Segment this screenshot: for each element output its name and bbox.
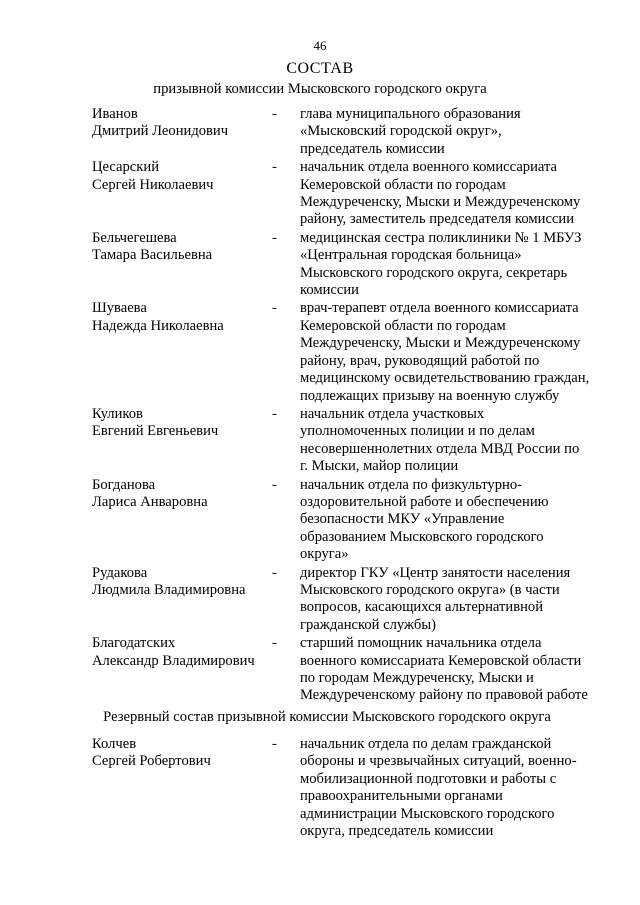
member-given-names: Сергей Робертович <box>92 753 211 770</box>
member-given-names: Людмила Владимировна <box>92 581 246 598</box>
member-entry <box>92 159 612 229</box>
member-surname: Благодатских <box>92 635 176 652</box>
member-surname: Цесарский <box>92 159 159 176</box>
member-entry <box>92 565 612 635</box>
member-given-names: Сергей Николаевич <box>92 176 214 193</box>
member-role-line: врач-терапевт отдела военного комиссариата <box>300 300 579 317</box>
member-entry <box>92 106 612 158</box>
member-role-line: медицинская сестра поликлиники № 1 МБУЗ <box>300 229 582 246</box>
member-given-names: Дмитрий Леонидович <box>92 123 229 140</box>
member-role <box>300 230 616 300</box>
member-role <box>300 565 616 635</box>
member-dash: - <box>272 564 277 581</box>
member-dash: - <box>272 300 277 317</box>
member-role-line: Междуреченску, Мыски и Междуреченскому <box>300 335 581 352</box>
member-role-line: вопросов, касающихся альтернативной <box>300 599 544 616</box>
member-name <box>92 230 270 300</box>
member-role-line: округа» <box>300 546 349 563</box>
member-role <box>300 477 616 564</box>
member-role-line: району, врач, руководящий работой по <box>300 352 540 369</box>
member-dash: - <box>272 106 277 122</box>
member-given-names: Надежда Николаевна <box>92 317 224 334</box>
member-role-line: председатель комиссии <box>300 140 445 157</box>
member-entry <box>92 477 612 564</box>
member-name <box>92 635 270 705</box>
member-role-line: администрации Мысковского городского <box>300 805 555 822</box>
member-role-line: начальник отдела участковых <box>300 405 485 422</box>
member-role-line: несовершеннолетних отдела МВД России по <box>300 440 580 457</box>
member-surname: Шуваева <box>92 300 147 317</box>
member-surname: Колчев <box>92 736 137 752</box>
member-role-line: обороны и чрезвычайных ситуаций, военно- <box>300 753 577 770</box>
member-surname: Иванов <box>92 106 138 122</box>
member-role-line: старший помощник начальника отдела <box>300 635 542 652</box>
member-surname: Богданова <box>92 476 156 493</box>
member-role-line: «Центральная городская больница» <box>300 247 522 264</box>
member-name <box>92 565 270 635</box>
member-dash: - <box>272 229 277 246</box>
member-role-line: Мысковского городского округа, секретарь <box>300 264 568 281</box>
member-dash: - <box>272 476 277 493</box>
member-name <box>92 300 270 404</box>
member-role-line: подлежащих призыву на военную службу <box>300 387 560 404</box>
document-title: СОСТАВ <box>286 60 354 77</box>
reserve-member-list <box>92 736 612 840</box>
member-given-names: Александр Владимирович <box>92 652 255 669</box>
member-role-line: району, заместитель председателя комиссии <box>300 211 575 228</box>
member-given-names: Лариса Анваровна <box>92 493 208 510</box>
member-role-line: комиссии <box>300 282 359 299</box>
member-given-names: Евгений Евгеньевич <box>92 423 219 440</box>
member-role-line: Междуреченскому району по правовой работе <box>300 687 588 704</box>
member-name <box>92 106 270 158</box>
member-role <box>300 736 616 840</box>
member-role-line: начальник отдела военного комиссариата <box>300 159 558 176</box>
document-subtitle: призывной комиссии Мысковского городского округа <box>153 81 487 97</box>
member-name <box>92 406 270 476</box>
member-role-line: военного комиссариата Кемеровской области <box>300 652 582 669</box>
member-entry <box>92 736 612 840</box>
member-role-line: Кемеровской области по городам <box>300 176 506 193</box>
member-name <box>92 736 270 840</box>
member-role-line: начальник отдела по делам гражданской <box>300 736 552 752</box>
member-role-line: Кемеровской области по городам <box>300 317 506 334</box>
member-role <box>300 106 616 158</box>
member-role-line: «Мысковский городской округ», <box>300 123 502 140</box>
member-surname: Рудакова <box>92 564 148 581</box>
member-role-line: директор ГКУ «Центр занятости населения <box>300 564 571 581</box>
member-role-line: г. Мыски, майор полиции <box>300 458 459 475</box>
member-entry <box>92 230 612 300</box>
page-number: 46 <box>313 38 327 53</box>
member-entry <box>92 406 612 476</box>
member-role-line: образованием Мысковского городского <box>300 528 544 545</box>
member-role <box>300 159 616 229</box>
member-dash: - <box>272 405 277 422</box>
member-role-line: оздоровительной работе и обеспечению <box>300 493 549 510</box>
member-entry <box>92 300 612 404</box>
member-entry <box>92 635 612 705</box>
member-role-line: гражданской службы) <box>300 616 436 633</box>
member-role <box>300 300 616 404</box>
member-role-line: Междуреченску, Мыски и Междуреченскому <box>300 194 581 211</box>
member-role <box>300 635 616 705</box>
member-surname: Куликов <box>92 405 143 422</box>
member-role-line: округа, председатель комиссии <box>300 823 494 840</box>
member-given-names: Тамара Васильевна <box>92 247 213 264</box>
commission-member-list <box>92 106 612 705</box>
member-name <box>92 477 270 564</box>
member-role-line: правоохранительными органами <box>300 788 503 805</box>
member-role-line: глава муниципального образования <box>300 106 521 122</box>
member-role-line: мобилизационной подготовки и работы с <box>300 770 557 787</box>
member-role-line: медицинскому освидетельствованию граждан, <box>300 370 590 387</box>
reserve-heading: Резервный состав призывной комиссии Мысковского городского округа <box>103 709 551 725</box>
member-dash: - <box>272 736 277 752</box>
member-role-line: Мысковского городского округа» (в части <box>300 581 560 598</box>
member-name <box>92 159 270 229</box>
member-surname: Бельчегешева <box>92 229 177 246</box>
member-dash: - <box>272 159 277 176</box>
member-role-line: безопасности МКУ «Управление <box>300 511 505 528</box>
member-role-line: по городам Междуреченску, Мыски и <box>300 670 534 686</box>
member-role-line: начальник отдела по физкультурно- <box>300 476 522 493</box>
member-role <box>300 406 616 476</box>
member-role-line: уполномоченных полиции и по делам <box>300 423 535 440</box>
member-dash: - <box>272 635 277 652</box>
